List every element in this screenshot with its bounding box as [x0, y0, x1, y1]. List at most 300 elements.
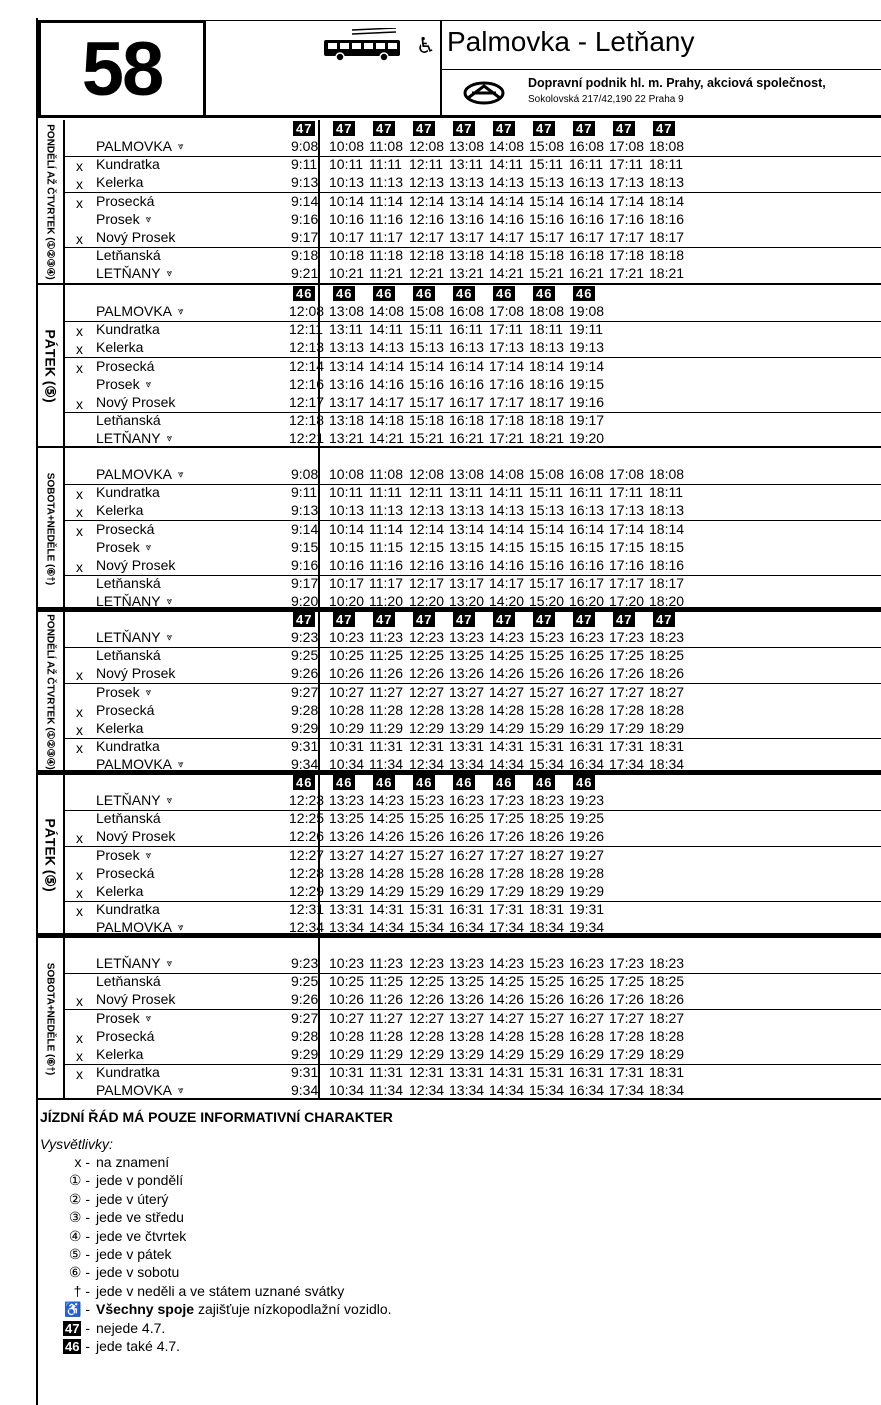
stop-name — [96, 466, 184, 482]
departure-time: 18:17 — [649, 229, 685, 245]
stop-name-text: Prosek — [96, 538, 140, 555]
request-stop-mark: x — [76, 522, 83, 539]
departure-time: 16:17 — [569, 575, 605, 592]
stop-row — [36, 376, 881, 394]
departure-time: 17:13 — [609, 174, 645, 191]
departure-time: 18:13 — [649, 174, 685, 191]
departure-time: 18:17 — [649, 575, 685, 592]
departure-time: 13:34 — [449, 756, 485, 773]
departure-time: 17:17 — [609, 229, 645, 245]
badge-46: 46 — [413, 775, 435, 790]
badge-46: 46 — [293, 286, 315, 301]
departure-time: 10:17 — [329, 575, 365, 592]
company-address: Sokolovská 217/42,190 22 Praha 9 — [528, 94, 684, 105]
departure-time: 11:20 — [369, 593, 403, 610]
departure-time: 15:23 — [409, 792, 445, 808]
stop-name-text: Kelerka — [96, 502, 144, 519]
departure-time: 12:11 — [289, 321, 323, 338]
departure-time: 12:34 — [409, 1082, 445, 1099]
departure-time: 13:23 — [449, 629, 485, 645]
departure-time: 12:08 — [409, 466, 445, 482]
departure-time: 12:25 — [409, 973, 445, 990]
departure-time: 10:08 — [329, 466, 365, 482]
legend-title: Vysvětlivky: — [40, 1136, 113, 1152]
departure-time: 17:29 — [609, 1046, 645, 1062]
departure-time: 15:13 — [409, 339, 445, 356]
legend-item — [40, 1301, 392, 1318]
departure-time: 10:28 — [329, 1027, 365, 1044]
departure-time: 17:27 — [609, 1009, 645, 1026]
legend-symbol: ♿ - — [64, 1301, 90, 1318]
badge-47: 47 — [413, 612, 435, 627]
departure-time: 10:26 — [329, 665, 365, 682]
departure-time: 12:34 — [289, 919, 325, 936]
stop-name — [96, 376, 151, 392]
departure-time: 10:31 — [329, 1064, 365, 1081]
departure-time: 14:18 — [369, 412, 405, 429]
departure-time: 12:26 — [409, 991, 445, 1008]
stop-name-text: Prosek — [96, 846, 140, 863]
departure-time: 17:27 — [489, 846, 525, 863]
departure-time: 18:14 — [649, 192, 685, 209]
stop-name — [96, 702, 154, 718]
departure-time: 9:08 — [291, 138, 319, 154]
stop-name-text: LETŇANY — [96, 629, 161, 645]
departure-time: 12:15 — [409, 538, 445, 555]
stop-name-text: Kundratka — [96, 901, 160, 918]
departure-time: 12:18 — [409, 247, 445, 264]
departure-time: 16:16 — [569, 557, 605, 573]
stop-row — [36, 358, 881, 376]
departure-time: 17:11 — [489, 321, 523, 338]
departure-time: 15:29 — [409, 883, 445, 899]
departure-time: 18:27 — [649, 1009, 685, 1026]
stop-name — [96, 792, 172, 808]
transfer-icon: ⩔ — [145, 1012, 152, 1024]
departure-time: 11:29 — [369, 1046, 403, 1062]
request-stop-mark: x — [76, 359, 83, 376]
route-title: Palmovka - Letňany — [447, 26, 695, 57]
departure-time: 16:15 — [569, 538, 605, 555]
badge-47: 47 — [453, 612, 475, 627]
stop-row — [36, 593, 881, 611]
stop-name — [96, 211, 151, 227]
stop-name — [96, 1064, 160, 1080]
request-stop-mark: x — [76, 703, 83, 720]
departure-time: 15:08 — [529, 138, 565, 154]
departure-time: 10:14 — [329, 520, 365, 537]
company-name: Dopravní podnik hl. m. Prahy, akciová společnost, — [528, 76, 826, 90]
departure-time: 13:11 — [449, 484, 483, 501]
departure-time: 18:15 — [649, 538, 685, 555]
departure-time: 17:18 — [609, 247, 645, 264]
departure-time: 12:34 — [409, 756, 445, 773]
departure-time: 15:14 — [409, 357, 445, 374]
departure-time: 10:31 — [329, 738, 365, 755]
stop-name — [96, 756, 184, 772]
departure-time: 13:25 — [449, 973, 485, 990]
departure-time: 16:20 — [569, 593, 605, 610]
departure-time: 18:29 — [649, 1046, 685, 1062]
badge-47: 47 — [573, 612, 595, 627]
stop-row — [36, 901, 881, 919]
departure-time: 10:28 — [329, 701, 365, 718]
departure-time: 17:08 — [609, 466, 645, 482]
departure-time: 15:16 — [409, 375, 445, 392]
stop-row — [36, 1082, 881, 1100]
departure-time: 16:08 — [569, 466, 605, 482]
legend-symbol: ⑤ - — [68, 1246, 90, 1262]
legend-text: jede ve čtvrtek — [96, 1227, 187, 1244]
departure-time: 17:31 — [489, 901, 525, 918]
departure-time: 9:16 — [291, 557, 319, 573]
departure-time: 17:29 — [609, 720, 645, 736]
departure-time: 13:08 — [449, 466, 485, 482]
stop-name — [96, 919, 184, 935]
badge-47: 47 — [293, 121, 315, 136]
day-label: SOBOTA+NEDĚLE (⑥†) — [44, 472, 55, 585]
departure-time: 9:17 — [291, 575, 319, 592]
stop-name — [96, 629, 172, 645]
departure-time: 13:26 — [449, 991, 485, 1008]
departure-time: 13:11 — [449, 156, 483, 173]
departure-time: 15:11 — [529, 156, 563, 173]
departure-time: 14:11 — [489, 484, 523, 501]
departure-time: 10:18 — [329, 247, 365, 264]
schedule-block — [36, 937, 881, 1100]
stop-name — [96, 247, 161, 263]
departure-time: 13:16 — [449, 557, 485, 573]
departure-time: 13:28 — [329, 864, 365, 881]
schedule-block — [36, 611, 881, 772]
stop-name-text: Kundratka — [96, 321, 160, 338]
departure-time: 9:11 — [291, 156, 318, 173]
departure-time: 14:08 — [489, 138, 525, 154]
departure-time: 10:13 — [329, 174, 365, 191]
departure-time: 18:08 — [529, 303, 565, 319]
departure-time: 9:27 — [291, 1009, 319, 1026]
departure-time: 15:14 — [529, 520, 565, 537]
departure-time: 17:16 — [489, 375, 525, 392]
departure-time: 13:14 — [449, 520, 485, 537]
departure-time: 13:17 — [449, 575, 485, 592]
departure-time: 19:11 — [569, 321, 603, 338]
departure-time: 17:20 — [609, 593, 645, 610]
legend-item — [40, 1320, 165, 1336]
departure-time: 10:27 — [329, 1009, 365, 1026]
stop-name-text: PALMOVKA — [96, 756, 172, 773]
departure-time: 15:16 — [529, 557, 565, 573]
departure-time: 12:27 — [409, 683, 445, 700]
departure-time: 16:11 — [449, 321, 483, 338]
request-stop-mark: x — [76, 158, 83, 175]
departure-time: 10:29 — [329, 1046, 365, 1062]
stop-name — [96, 901, 160, 917]
departure-time: 13:15 — [449, 538, 485, 555]
departure-time: 12:14 — [289, 357, 325, 374]
request-stop-mark: x — [76, 722, 83, 738]
departure-time: 12:21 — [289, 430, 325, 447]
departure-time: 14:31 — [369, 901, 405, 918]
departure-time: 15:28 — [409, 864, 445, 881]
departure-time: 9:18 — [291, 247, 319, 264]
stop-name — [96, 665, 175, 681]
departure-time: 17:14 — [609, 192, 645, 209]
request-stop-mark: x — [76, 866, 83, 883]
legend-item — [40, 1264, 179, 1281]
stop-name — [96, 156, 160, 172]
departure-time: 16:27 — [569, 683, 605, 700]
departure-time: 18:25 — [649, 647, 685, 664]
departure-time: 16:14 — [449, 357, 485, 374]
departure-time: 13:13 — [449, 174, 485, 191]
departure-time: 11:11 — [369, 484, 402, 501]
departure-time: 13:26 — [329, 828, 365, 845]
day-label: PONDĚLÍ AŽ ČTVRTEK (①②③④) — [44, 123, 55, 280]
departure-time: 13:13 — [329, 339, 365, 356]
departure-time: 19:08 — [569, 303, 605, 319]
departure-time: 17:23 — [609, 955, 645, 971]
departure-time: 13:31 — [449, 738, 485, 755]
departure-time: 18:16 — [529, 375, 565, 392]
stop-row — [36, 339, 881, 357]
departure-time: 10:14 — [329, 192, 365, 209]
departure-time: 12:11 — [409, 484, 443, 501]
departure-time: 18:28 — [649, 701, 685, 718]
departure-time: 12:27 — [409, 1009, 445, 1026]
departure-time: 12:29 — [409, 720, 445, 736]
legend-text: jede ve středu — [96, 1209, 184, 1226]
legend-text: nejede 4.7. — [96, 1319, 166, 1336]
badge-46: 46 — [333, 775, 355, 790]
legend-symbol: x - — [74, 1154, 90, 1170]
departure-time: 11:17 — [369, 575, 403, 592]
badge-46: 46 — [573, 775, 595, 790]
departure-time: 13:14 — [329, 357, 365, 374]
request-stop-mark: x — [76, 903, 83, 920]
stop-row — [36, 720, 881, 738]
request-stop-mark: x — [76, 559, 83, 575]
departure-time: 16:31 — [449, 901, 485, 918]
departure-time: 14:14 — [369, 357, 405, 374]
legend-bold-text: Všechny spoje — [96, 1301, 198, 1318]
departure-time: 14:26 — [489, 665, 525, 682]
departure-time: 12:16 — [409, 557, 445, 573]
stop-row — [36, 484, 881, 502]
stop-name-text: Prosek — [96, 210, 140, 227]
stop-name-text: PALMOVKA — [96, 919, 172, 936]
departure-time: 13:08 — [329, 303, 365, 319]
stop-row — [36, 647, 881, 665]
badge-47: 47 — [373, 121, 395, 136]
departure-time: 18:23 — [649, 629, 685, 645]
badge-47: 47 — [653, 612, 675, 627]
legend-text: jede v pátek — [96, 1246, 172, 1262]
departure-time: 12:29 — [289, 883, 325, 899]
badge-46: 46 — [533, 775, 555, 790]
request-stop-mark: x — [76, 194, 83, 211]
stop-row — [36, 229, 881, 247]
departure-time: 17:28 — [609, 701, 645, 718]
departure-time: 15:23 — [529, 629, 565, 645]
stop-name-text: PALMOVKA — [96, 138, 172, 154]
stop-row — [36, 684, 881, 702]
departure-time: 18:31 — [649, 1064, 685, 1081]
departure-time: 13:25 — [329, 810, 365, 827]
stop-row — [36, 1010, 881, 1028]
transfer-icon: ⩔ — [145, 686, 152, 698]
departure-time: 11:15 — [369, 538, 403, 555]
badge-47: 47 — [613, 612, 635, 627]
badge-47: 47 — [653, 121, 675, 136]
departure-time: 19:20 — [569, 430, 605, 447]
departure-time: 15:34 — [529, 756, 565, 773]
departure-time: 10:25 — [329, 647, 365, 664]
stop-name — [96, 973, 161, 989]
badge-46: 46 — [413, 286, 435, 301]
legend-item — [40, 1209, 184, 1226]
departure-time: 16:34 — [449, 919, 485, 936]
stop-name-text: LETŇANY — [96, 792, 161, 808]
stop-name-text: Letňanská — [96, 810, 161, 827]
departure-time: 12:13 — [409, 174, 445, 191]
stop-name — [96, 521, 154, 537]
departure-time: 9:26 — [291, 991, 319, 1008]
departure-time: 12:26 — [409, 665, 445, 682]
departure-time: 11:34 — [369, 756, 403, 773]
stop-name — [96, 991, 175, 1007]
legend-text: jede v sobotu — [96, 1264, 180, 1281]
departure-time: 12:23 — [409, 955, 445, 971]
badge-47: 47 — [533, 121, 555, 136]
badge-47: 47 — [453, 121, 475, 136]
departure-time: 18:31 — [649, 738, 685, 755]
departure-time: 9:23 — [291, 955, 319, 971]
stop-row — [36, 1028, 881, 1046]
departure-time: 10:17 — [329, 229, 365, 245]
stop-name — [96, 339, 143, 355]
departure-time: 14:23 — [489, 629, 525, 645]
stop-name-text: Prosecká — [96, 864, 155, 881]
stop-name-text: Nový Prosek — [96, 229, 176, 245]
badge-47: 47 — [373, 612, 395, 627]
departure-time: 14:13 — [369, 339, 405, 356]
legend-symbol: 46 - — [64, 1338, 90, 1354]
departure-time: 17:08 — [609, 138, 645, 154]
departure-time: 17:11 — [609, 156, 643, 173]
departure-time: 14:34 — [489, 1082, 525, 1099]
departure-time: 16:28 — [569, 701, 605, 718]
legend-item — [40, 1154, 169, 1170]
departure-time: 11:34 — [369, 1082, 403, 1099]
departure-time: 15:08 — [529, 466, 565, 482]
stop-row — [36, 265, 881, 283]
departure-time: 13:11 — [329, 321, 363, 338]
stop-name-text: LETŇANY — [96, 430, 161, 447]
departure-time: 15:20 — [529, 593, 565, 610]
stop-name — [96, 557, 175, 573]
transfer-icon: ⩔ — [145, 213, 152, 225]
departure-time: 18:25 — [649, 973, 685, 990]
stop-name-text: Kundratka — [96, 484, 160, 501]
stop-row — [36, 521, 881, 539]
informative-notice: JÍZDNÍ ŘÁD MÁ POUZE INFORMATIVNÍ CHARAKTER — [40, 1109, 393, 1125]
stop-name-text: Prosecká — [96, 357, 155, 374]
departure-time: 13:28 — [449, 1027, 485, 1044]
departure-time: 11:16 — [369, 210, 403, 227]
departure-time: 18:18 — [529, 412, 565, 429]
stop-row — [36, 138, 881, 156]
departure-time: 12:31 — [409, 1064, 445, 1081]
departure-time: 14:31 — [489, 1064, 525, 1081]
stop-name — [96, 684, 151, 700]
departure-time: 11:27 — [369, 683, 403, 700]
departure-time: 15:14 — [529, 192, 565, 209]
stop-row — [36, 847, 881, 865]
departure-time: 13:17 — [329, 394, 365, 410]
badge-46: 46 — [453, 775, 475, 790]
departure-time: 16:29 — [569, 720, 605, 736]
badge-46: 46 — [573, 286, 595, 301]
stop-name — [96, 358, 154, 374]
departure-time: 14:08 — [489, 466, 525, 482]
departure-time: 15:18 — [409, 412, 445, 429]
departure-time: 14:13 — [489, 174, 525, 191]
departure-time: 16:21 — [569, 265, 605, 282]
departure-time: 12:23 — [409, 629, 445, 645]
departure-time: 11:14 — [369, 192, 403, 209]
departure-time: 17:27 — [609, 683, 645, 700]
transfer-icon: ⩔ — [166, 433, 173, 445]
departure-time: 13:29 — [449, 720, 485, 736]
day-label: PÁTEK (⑤) — [42, 328, 58, 403]
request-stop-mark: x — [76, 885, 83, 901]
departure-time: 14:18 — [489, 247, 525, 264]
departure-time: 16:27 — [569, 1009, 605, 1026]
stop-row — [36, 412, 881, 430]
departure-time: 14:23 — [369, 792, 405, 808]
transfer-icon: ⩔ — [166, 596, 173, 608]
stop-name — [96, 593, 172, 609]
stop-name — [96, 321, 160, 337]
legend-symbol: ⑥ - — [68, 1264, 90, 1281]
departure-time: 14:31 — [489, 738, 525, 755]
stop-name-text: LETŇANY — [96, 265, 161, 282]
transfer-icon: ⩔ — [145, 378, 152, 390]
departure-time: 19:31 — [569, 901, 605, 918]
departure-time: 13:27 — [449, 1009, 485, 1026]
departure-time: 19:13 — [569, 339, 605, 356]
request-stop-mark: x — [76, 1048, 83, 1064]
departure-time: 12:17 — [289, 394, 325, 410]
departure-time: 12:08 — [409, 138, 445, 154]
stop-name-text: LETŇANY — [96, 593, 161, 610]
departure-time: 16:11 — [569, 484, 603, 501]
departure-time: 10:20 — [329, 593, 365, 610]
departure-time: 14:15 — [489, 538, 525, 555]
stop-row — [36, 973, 881, 991]
departure-time: 18:23 — [649, 955, 685, 971]
stop-row — [36, 502, 881, 520]
departure-time: 18:34 — [529, 919, 565, 936]
departure-time: 14:11 — [369, 321, 403, 338]
departure-time: 12:27 — [289, 846, 325, 863]
departure-time: 17:18 — [489, 412, 525, 429]
departure-time: 14:25 — [489, 647, 525, 664]
stop-row — [36, 193, 881, 211]
legend-text: jede také 4.7. — [96, 1338, 181, 1354]
departure-time: 15:27 — [529, 683, 565, 700]
